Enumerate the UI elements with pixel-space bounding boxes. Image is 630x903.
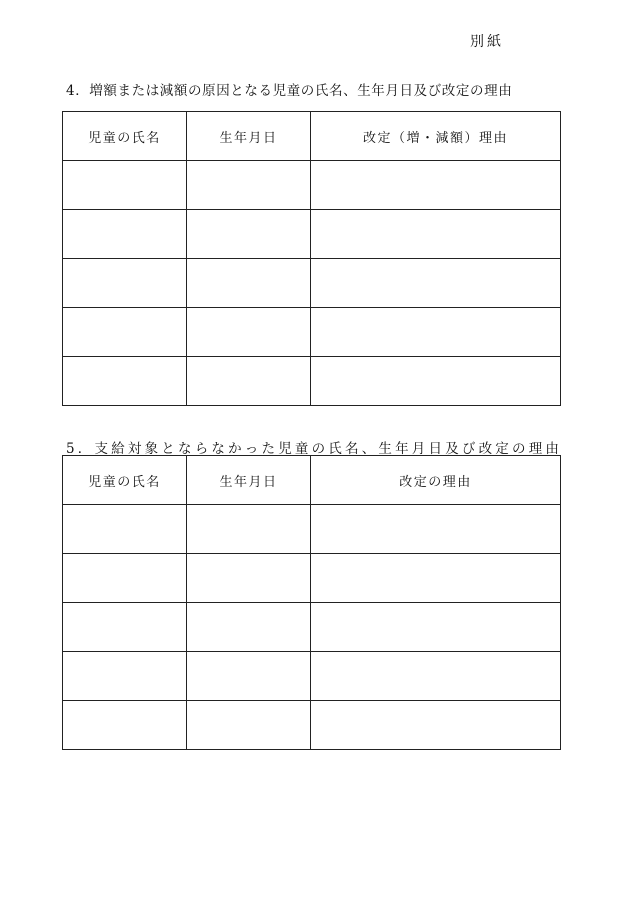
birthdate-cell[interactable]	[187, 308, 311, 357]
table-header-row	[63, 112, 561, 161]
table-row	[63, 259, 561, 308]
section-5-table	[62, 455, 561, 750]
birthdate-cell[interactable]	[187, 652, 311, 701]
reason-cell[interactable]	[311, 259, 561, 308]
child-name-cell[interactable]	[63, 554, 187, 603]
table-row	[63, 701, 561, 750]
child-name-cell[interactable]	[63, 357, 187, 406]
child-name-cell[interactable]	[63, 603, 187, 652]
birthdate-cell[interactable]	[187, 161, 311, 210]
reason-cell[interactable]	[311, 554, 561, 603]
reason-cell[interactable]	[311, 357, 561, 406]
birthdate-cell[interactable]	[187, 701, 311, 750]
attachment-label: 別紙	[470, 34, 504, 50]
reason-cell[interactable]	[311, 701, 561, 750]
table-header-row	[63, 456, 561, 505]
header-birthdate: 生年月日	[187, 112, 311, 161]
table-row	[63, 652, 561, 701]
table-row	[63, 210, 561, 259]
birthdate-cell[interactable]	[187, 554, 311, 603]
reason-cell[interactable]	[311, 210, 561, 259]
reason-cell[interactable]	[311, 603, 561, 652]
section-4-title: 4．増額または減額の原因となる児童の氏名、生年月日及び改定の理由	[66, 83, 513, 99]
child-name-cell[interactable]	[63, 308, 187, 357]
birthdate-cell[interactable]	[187, 259, 311, 308]
section-4-table	[62, 111, 561, 406]
header-child-name: 児童の氏名	[63, 112, 187, 161]
reason-cell[interactable]	[311, 308, 561, 357]
child-name-cell[interactable]	[63, 701, 187, 750]
section-5-title: 5．支給対象とならなかった児童の氏名、生年月日及び改定の理由	[66, 441, 563, 457]
birthdate-cell[interactable]	[187, 505, 311, 554]
table-row	[63, 554, 561, 603]
table-row	[63, 161, 561, 210]
birthdate-cell[interactable]	[187, 357, 311, 406]
birthdate-cell[interactable]	[187, 210, 311, 259]
reason-cell[interactable]	[311, 161, 561, 210]
header-child-name: 児童の氏名	[63, 456, 187, 505]
child-name-cell[interactable]	[63, 505, 187, 554]
birthdate-cell[interactable]	[187, 603, 311, 652]
table-row	[63, 357, 561, 406]
header-revision-reason: 改定（増・減額）理由	[311, 112, 561, 161]
table-row	[63, 603, 561, 652]
table-row	[63, 308, 561, 357]
child-name-cell[interactable]	[63, 161, 187, 210]
reason-cell[interactable]	[311, 505, 561, 554]
reason-cell[interactable]	[311, 652, 561, 701]
child-name-cell[interactable]	[63, 210, 187, 259]
child-name-cell[interactable]	[63, 259, 187, 308]
table-row	[63, 505, 561, 554]
header-revision-reason: 改定の理由	[311, 456, 561, 505]
child-name-cell[interactable]	[63, 652, 187, 701]
header-birthdate: 生年月日	[187, 456, 311, 505]
